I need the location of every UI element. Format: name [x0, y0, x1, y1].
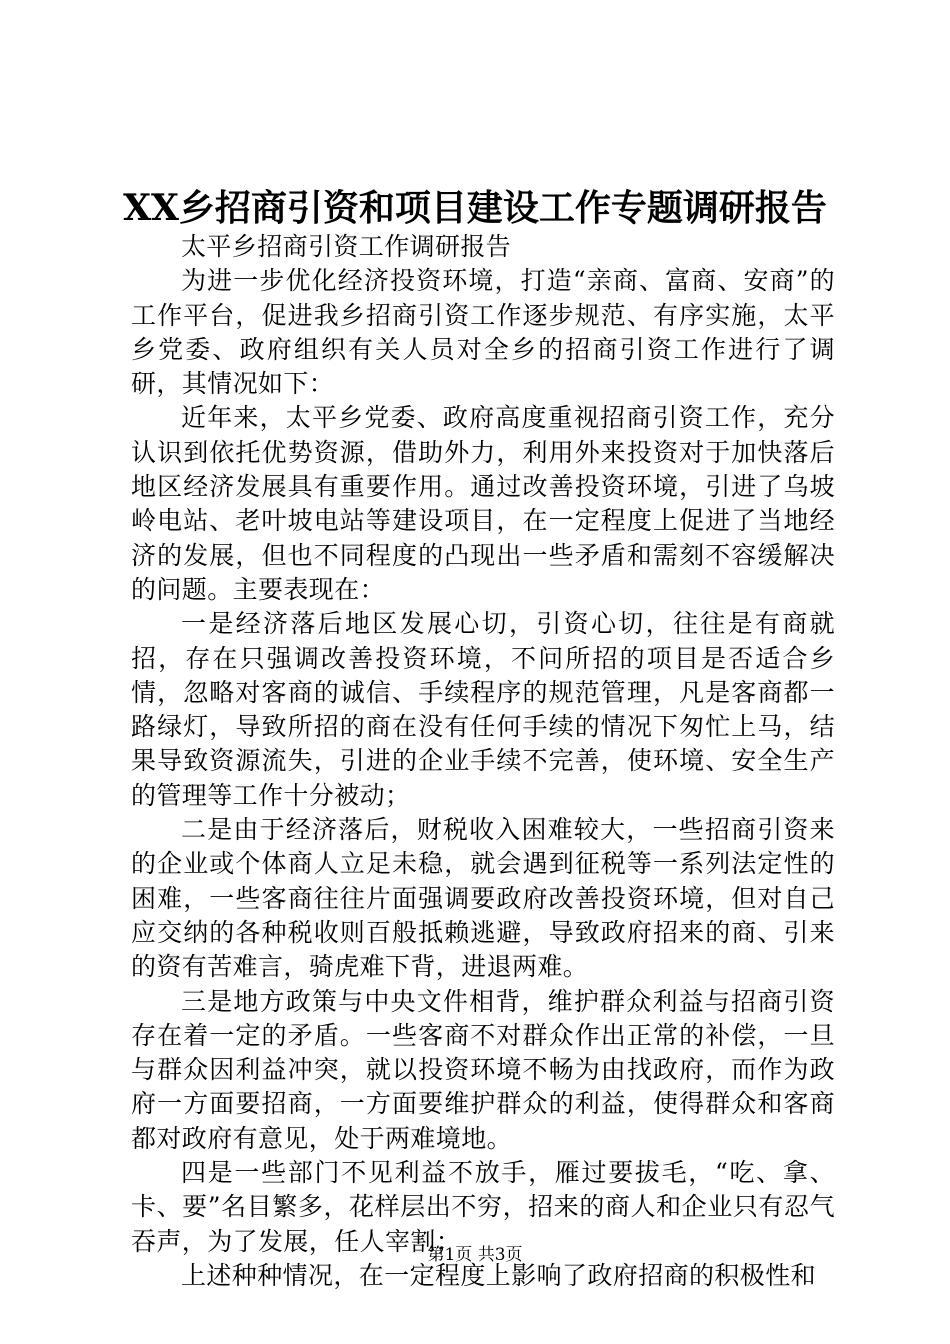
paragraph-issue-four: 四是一些部门不见利益不放手，雁过要拔毛，“吃、拿、卡、要”名目繁多，花样层出不穷，招来的商人和企业只有忍气吞声，为了发展，任人宰割； [131, 1158, 835, 1256]
paragraph-summary: 上述种种情况，在一定程度上影响了政府招商的积极性和 [181, 1260, 817, 1290]
paragraph-issue-one: 一是经济落后地区发展心切，引资心切，往往是有商就招，存在只强调改善投资环境，不问所招的项目是否适合乡情，忽略对客商的诚信、手续程序的规范管理，凡是客商都一路绿灯，导致所招的商在没有任何手续的情况下匆忙上马，结果导致资源流失，引进的企业手续不完善，使环境、安全生产的管理等工作十分被动； [131, 609, 835, 810]
paragraph-background: 近年来，太平乡党委、政府高度重视招商引资工作，充分认识到依托优势资源，借助外力，利用外来投资对于加快落后地区经济发展具有重要作用。通过改善投资环境，引进了乌坡岭电站、老叶坡电站等建设项目，在一定程度上促进了当地经济的发展，但也不同程度的凸现出一些矛盾和需刻不容缓解决的问题。主要表现在： [131, 403, 835, 604]
document-body [131, 230, 835, 1293]
paragraph-subtitle: 太平乡招商引资工作调研报告 [181, 232, 512, 261]
paragraph-issue-three: 三是地方政策与中央文件相背，维护群众利益与招商引资存在着一定的矛盾。一些客商不对群众作出正常的补偿，一旦与群众因利益冲突，就以投资环境不畅为由找政府，而作为政府一方面要招商，一方面要维护群众的利益，使得群众和客商都对政府有意见，处于两难境地。 [131, 986, 835, 1153]
paragraph-issue-two: 二是由于经济落后，财税收入困难较大，一些招商引资来的企业或个体商人立足未稳，就会遇到征税等一系列法定性的困难，一些客商往往片面强调要政府改善投资环境，但对自己应交纳的各种税收则百般抵赖逃避，导致政府招来的商、引来的资有苦难言，骑虎难下背，进退两难。 [131, 815, 835, 982]
page-footer: 第1页 共3页 [427, 1245, 523, 1265]
paragraph-intro: 为进一步优化经济投资环境，打造“亲商、富商、安商”的工作平台，促进我乡招商引资工作逐步规范、有序实施，太平乡党委、政府组织有关人员对全乡的招商引资工作进行了调研，其情况如下： [131, 266, 835, 399]
document-title: XX乡招商引资和项目建设工作专题调研报告 [123, 187, 827, 229]
